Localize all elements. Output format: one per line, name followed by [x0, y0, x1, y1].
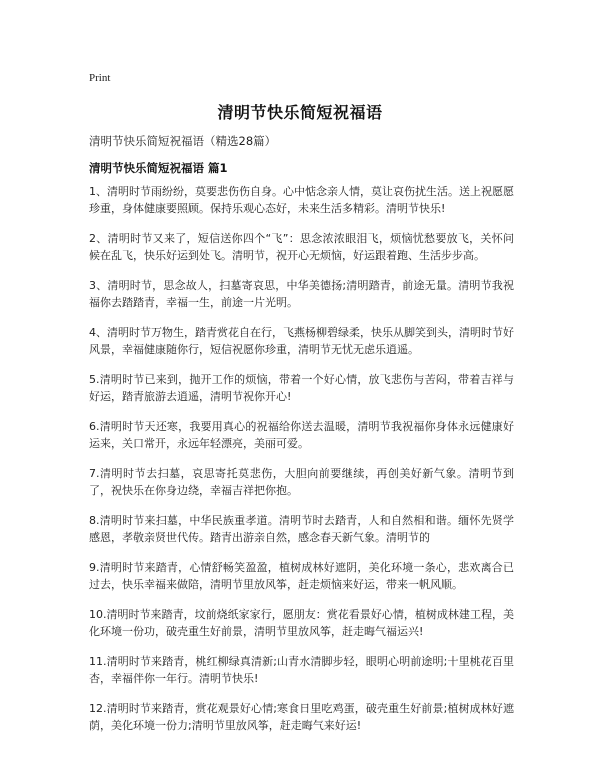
- greeting-entry: 11.清明时节来踏青，桃红柳绿真清新;山青水清脚步轻，眼明心明前途明;十里桃花百里杏，幸福伴你一年行。清明节快乐!: [89, 655, 514, 685]
- greeting-entry: 6.清明时节天还寒，我要用真心的祝福给你送去温暖，清明节我祝福你身体永远健康好运来，关口常开，永远年轻漂亮，美丽可爱。: [89, 420, 514, 450]
- greeting-entry: 2、清明时节又来了，短信送你四个“飞”：思念浓浓眼泪飞，烦恼忧愁要放飞，关怀问候在乱飞，快乐好运到处飞。清明节，祝开心无烦恼，好运跟着跑、生活步步高。: [89, 232, 514, 262]
- section-heading: 清明节快乐简短祝福语 篇1: [89, 161, 228, 175]
- print-label[interactable]: Print: [89, 72, 111, 84]
- greeting-entry: 5.清明时节已来到，抛开工作的烦恼，带着一个好心情，放飞悲伤与苦闷，带着吉祥与好运，踏青旅游去逍遥，清明节祝你开心!: [89, 373, 514, 403]
- document-subtitle: 清明节快乐简短祝福语（精选28篇）: [89, 134, 277, 148]
- greeting-entry: 7.清明时节去扫墓，哀思寄托莫悲伤，大胆向前要继续，再创美好新气象。清明节到了，祝快乐在你身边绕，幸福吉祥把你抱。: [89, 467, 514, 497]
- greeting-entry: 4、清明时节万物生，踏青赏花自在行，飞燕杨柳碧绿柔，快乐从脚笑到头，清明时节好风景，幸福健康随你行，短信祝愿你珍重，清明节无忧无虑乐逍遥。: [89, 326, 514, 356]
- greeting-entry: 10.清明时节来踏青，坟前烧纸家家行，愿朋友：赏花看景好心情，植树成林建工程，美化环境一份功，破壳重生好前景，清明节里放风筝，赶走晦气福运兴!: [89, 608, 514, 638]
- greeting-entry: 9.清明时节来踏青，心情舒畅笑盈盈，植树成林好遮阴，美化环境一条心，悲欢离合已过去，快乐幸福来做陪，清明节里放风筝，赶走烦恼来好运，带来一帆风顺。: [89, 561, 514, 591]
- document-title: 清明节快乐简短祝福语: [217, 103, 383, 122]
- greeting-entry: 3、清明时节，思念故人，扫墓寄哀思，中华美德扬;清明踏青，前途无量。清明节我祝福你去踏踏青，幸福一生，前途一片光明。: [89, 279, 514, 309]
- greeting-list: [89, 183, 514, 747]
- greeting-entry: 12.清明时节来踏青，赏花观景好心情;寒食日里吃鸡蛋，破壳重生好前景;植树成林好遮荫，美化环境一份力;清明节里放风筝，赶走晦气来好运!: [89, 702, 514, 732]
- greeting-entry: 1、清明时节雨纷纷，莫要悲伤伤自身。心中惦念亲人情，莫让哀伤扰生活。送上祝愿愿珍重，身体健康要照顾。保持乐观心态好，未来生活多精彩。清明节快乐!: [89, 185, 514, 215]
- greeting-entry: 8.清明时节来扫墓，中华民族重孝道。清明节时去踏青，人和自然相和谐。缅怀先贤学感恩，孝敬亲贤世代传。踏青出游亲自然，感念春天新气象。清明节的: [89, 514, 514, 544]
